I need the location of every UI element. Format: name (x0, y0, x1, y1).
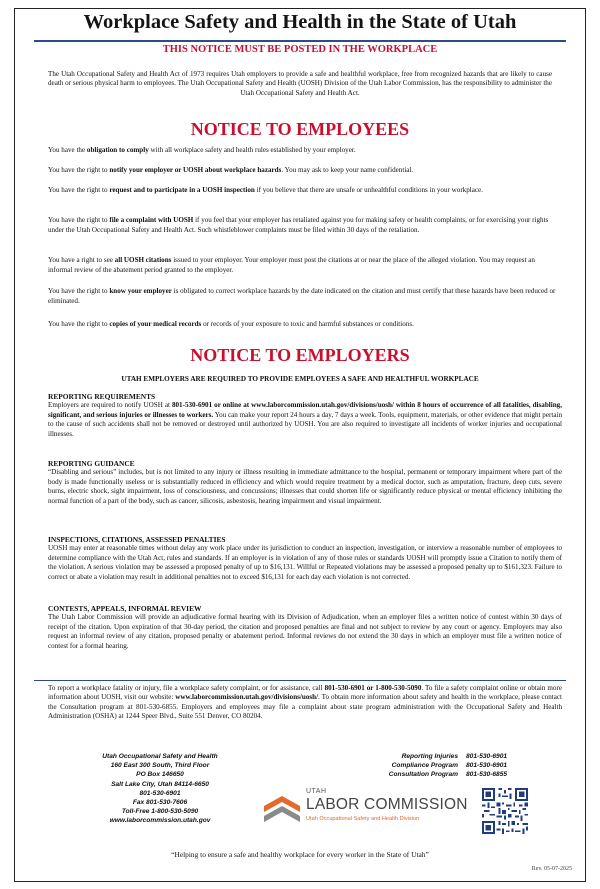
phone-row: Reporting Injuries 801-530-6901 (401, 753, 508, 760)
phone-directory (372, 752, 532, 780)
employee-right-item: You have the right to copies of your medical records or records of your exposure to toxic and harmful substances or conditions. (48, 320, 414, 328)
section-body: The Utah Labor Commission will provide an adjudicative formal hearing with its Division of Adjudication, when an employer files a written notice of contest within 30 days of receipt of the citation. Upon expiration of that 30-day period, the citation and proposed penalties are final and not subject to review by any court or agency. Employers may also request an informal review of any citation, proposed penalty or abatement period. Informal reviews do not extend the 30 days in which an employer must file a written notice of contest for a formal hearing. (48, 613, 562, 650)
contact-paragraph: To report a workplace fatality or injury, file a workplace safety complaint, or for assistance, call 801-530-6901 or 1-800-530-5090. To file a safety complaint online or obtain more information about UOSH, visit our website: www.laborcommission.utah.gov/divisions/uosh/. To obtain more information about safety and health in the workplace, please contact the Consultation program at 801-530-6855. Employers and employees may file a complaint about state program administration with the Occupational Safety and Health Administration (OSHA) at 1244 Speer Blvd., Suite 551 Denver, CO 80204. (48, 684, 563, 721)
labor-commission-logo (262, 786, 468, 838)
address-fax: Fax 801-530-7606 (132, 799, 188, 807)
title-divider (34, 40, 566, 42)
inspections-section (48, 535, 562, 582)
address-city: Salt Lake City, Utah 84114-6650 (111, 780, 209, 788)
address-tollfree: Toll-Free 1-800-530-5090 (121, 808, 199, 816)
section-heading: CONTESTS, APPEALS, INFORMAL REVIEW (48, 604, 202, 613)
employee-right-item: You have the right to file a complaint with UOSH if you feel that your employer has retaliated against you for making safety or health complaints, or for exercising your rights under the Utah Occupational Safety and Health Act. Such whistleblower complaints must be filed within 30 days of the retaliation. (48, 216, 549, 234)
chevron-logo-icon (262, 792, 302, 830)
employee-right-item: You have the right to request and to participate in a UOSH inspection if you believe that there are unsafe or unhealthful conditions in your workplace. (48, 186, 483, 194)
page-title: Workplace Safety and Health in the State of Utah (83, 11, 517, 33)
uosh-website-link[interactable]: www.laborcommission.utah.gov/divisions/uosh/ (175, 693, 319, 702)
employers-heading: NOTICE TO EMPLOYERS (190, 345, 410, 365)
section-body: “Disabling and serious” includes, but is not limited to any injury or illness resulting in immediate admittance to the hospital, permanent or temporary impairment where part of the body is made functionally useless or is substantially reduced in efficiency and which would require treatment by a medical doctor, such as amputation, fracture, deep cuts, severe burns, electric shock, sight impairment, loss of consciousness, and concussions; illnesses that could shorten life or significantly reduce physical or mental efficiency inhibiting the normal function of a part of the body, such as cancer, silicosis, asbestosis, hearing impairment and visual impairment. (48, 468, 562, 505)
address-street: 160 East 300 South, Third Floor (110, 762, 210, 770)
section-body: Employers are required to notify UOSH at 801-530-6901 or online at www.laborcommission.utah.gov/divisions/uosh/ within 8 hours of occurrence of all fatalities, disabling, significant, and serious injuries or illnesses to workers. You can make your report 24 hours a day, 7 days a week. Tools, equipment, materials, or other evidence that might pertain to the cause of such accidents shall not be removed or destroyed until authorized by UOSH. You are also required to investigate all incidents of worker injuries and occupational illnesses. (48, 401, 562, 438)
address-phone: 801-530-6901 (139, 789, 181, 797)
section-heading: REPORTING GUIDANCE (48, 459, 135, 468)
phone-row: Consultation Program 801-530-6855 (388, 771, 508, 779)
intro-paragraph: The Utah Occupational Safety and Health Act of 1973 requires Utah employers to provide a safe and healthful workplace, free from recognized hazards that are likely to cause death or serious physical harm to employees. The Utah Occupational Safety and Health (UOSH) Division of the Utah Labor Commission, has the responsibility to administer the Utah Occupational Safety and Health Act. (48, 70, 552, 97)
address-org: Utah Occupational Safety and Health (102, 753, 218, 760)
section-heading: REPORTING REQUIREMENTS (48, 392, 156, 401)
employees-heading: NOTICE TO EMPLOYEES (190, 119, 410, 139)
revision-date: Rev. 05-07-2025 (531, 866, 572, 872)
logo-utah-text: UTAH (306, 788, 327, 795)
reporting-requirements-section (48, 392, 562, 439)
employee-right-item: You have a right to see all UOSH citations issued to your employer. Your employer must post the citations at or near the place of the alleged violation. You may request an informal review of the abatement period granted to the employer. (48, 256, 535, 274)
section-body: UOSH may enter at reasonable times without delay any work place under its jurisdiction to conduct an inspection, investigation, or interview a reasonable number of employees to determine compliance with the Utah Act, rules and standards. If an employer is in violation of any of those rules or standards UOSH will promptly issue a Citation to notify them of the violation. A serious violation may be assessed a proposed penalty of up to $16,131. Willful or Repeated violations may be assessed a proposed penalty up to $161,323. Failure to correct or abate a violation may result in additional penalties not to exceed $16,131 for each day each violation is not corrected. (48, 544, 562, 581)
address-website-link[interactable]: www.laborcommission.utah.gov (109, 817, 211, 825)
employee-right-item: You have the right to notify your employer or UOSH about workplace hazards. You may ask to keep your name confidential. (48, 166, 414, 174)
posting-notice: THIS NOTICE MUST BE POSTED IN THE WORKPLACE (162, 44, 438, 55)
employee-right-item: You have the right to know your employer is obligated to correct workplace hazards by the date indicated on the citation and must certify that these hazards have been reduced or eliminated. (48, 287, 556, 305)
section-heading: INSPECTIONS, CITATIONS, ASSESSED PENALTIES (48, 535, 226, 544)
logo-name-text: LABOR COMMISSION (306, 796, 468, 813)
address-pobox: PO Box 146650 (136, 771, 184, 779)
mailing-address (70, 752, 250, 826)
contests-section (48, 604, 562, 651)
footer-slogan: “Helping to ensure a safe and healthy workplace for every worker in the State of Utah” (171, 850, 429, 859)
phone-row: Compliance Program 801-530-6901 (391, 762, 508, 770)
reporting-guidance-section (48, 459, 562, 506)
contact-divider (34, 680, 566, 681)
employee-right-item: You have the obligation to comply with all workplace safety and health rules established by your employer. (48, 146, 356, 154)
qr-code-icon[interactable] (482, 788, 528, 834)
employers-subheading: UTAH EMPLOYERS ARE REQUIRED TO PROVIDE EMPLOYEES A SAFE AND HEALTHFUL WORKPLACE (121, 375, 479, 383)
logo-division-text: Utah Occupational Safety and Health Division (306, 816, 420, 822)
